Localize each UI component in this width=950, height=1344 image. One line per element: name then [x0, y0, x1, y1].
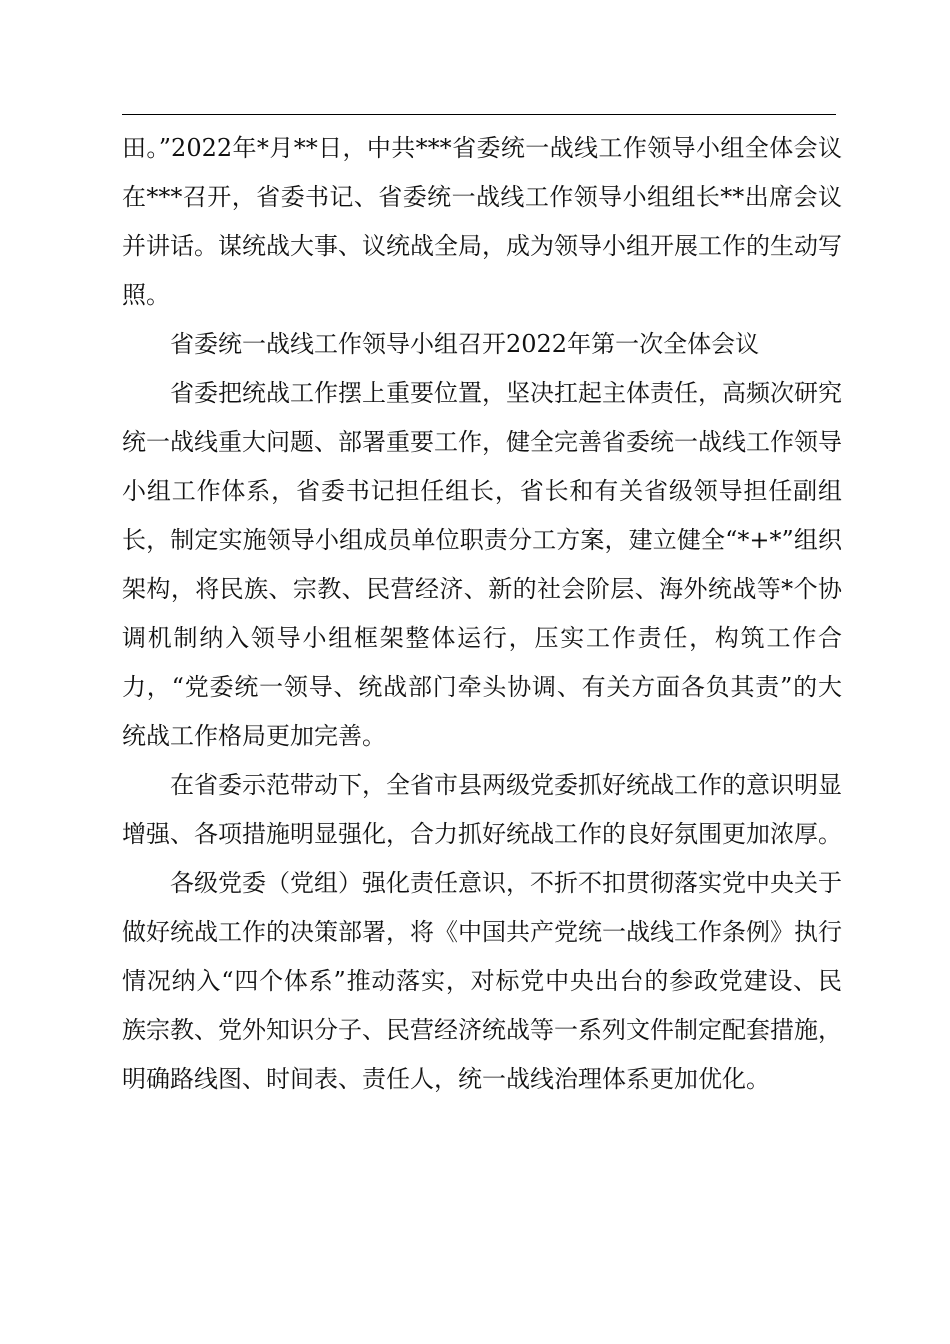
paragraph-leadership: 省委把统战工作摆上重要位置，坚决扛起主体责任，高频次研究统一战线重大问题、部署重要工作，健全完善省委统一战线工作领导小组工作体系，省委书记担任组长，省长和有关省级领导担任副组长，制定实施领导小组成员单位职责分工方案，建立健全“*+*”组织架构，将民族、宗教、民营经济、新的社会阶层、海外统战等*个协调机制纳入领导小组框架整体运行，压实工作责任，构筑工作合力，“党委统一领导、统战部门牵头协调、有关方面各负其责”的大统战工作格局更加完善。 [122, 379, 842, 750]
paragraph-demonstration: 在省委示范带动下，全省市县两级党委抓好统战工作的意识明显增强、各项措施明显强化，合力抓好统战工作的良好氛围更加浓厚。 [122, 771, 842, 848]
paragraph-continuation: 田。”2022年*月**日，中共***省委统一战线工作领导小组全体会议在***召开，省委书记、省委统一战线工作领导小组组长**出席会议并讲话。谋统战大事、议统战全局，成为领导小组开展工作的生动写照。 [122, 134, 842, 309]
paragraph-responsibility: 各级党委（党组）强化责任意识，不折不扣贯彻落实党中央关于做好统战工作的决策部署，将《中国共产党统一战线工作条例》执行情况纳入“四个体系”推动落实，对标党中央出台的参政党建设、民族宗教、党外知识分子、民营经济统战等一系列文件制定配套措施，明确路线图、时间表、责任人，统一战线治理体系更加优化。 [122, 869, 842, 1093]
header-rule [122, 114, 836, 115]
section-heading: 省委统一战线工作领导小组召开2022年第一次全体会议 [170, 330, 760, 358]
document-body [122, 124, 842, 1104]
